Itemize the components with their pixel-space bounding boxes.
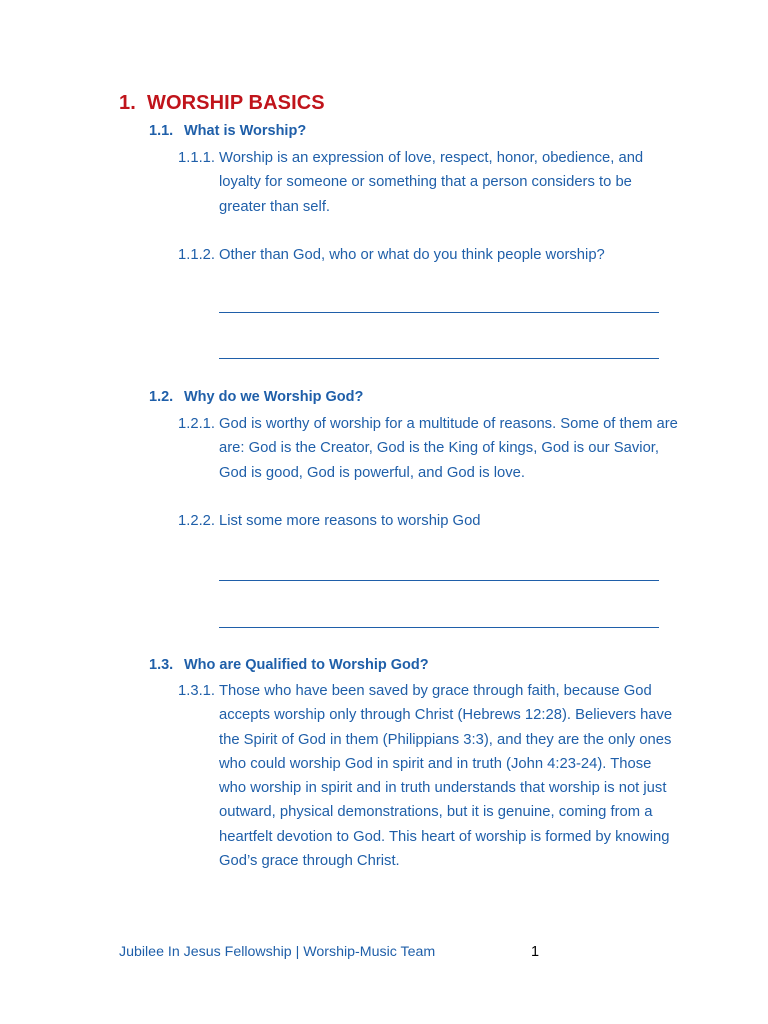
answer-line[interactable]	[219, 312, 659, 313]
subsection-number: 1.3.	[149, 657, 174, 673]
item-text: Those who have been saved by grace through faith, because God accepts worship only through Christ (Hebrews 12:28). Believers have the Spirit of God in them (Philippians 3:3), and they are the only ones who could worship God in spirit and in truth (John 4:23-24). Those who worship in spirit and in truth understands that worship is not just outward, physical demonstrations, but it is genuine, coming from a heartfelt devotion to God. This heart of worship is formed by knowing God’s grace through Christ.	[219, 683, 673, 870]
list-item	[178, 243, 678, 267]
item-text: List some more reasons to worship God	[219, 513, 481, 529]
subsection-title: What is Worship?	[184, 123, 307, 139]
answer-line[interactable]	[219, 580, 659, 581]
item-number: 1.2.1.	[178, 416, 216, 432]
list-item	[178, 412, 678, 485]
list-item	[178, 509, 678, 533]
item-number: 1.3.1.	[178, 683, 216, 699]
subsection-heading	[149, 389, 363, 405]
section-heading	[119, 92, 325, 115]
item-number: 1.2.2.	[178, 513, 216, 529]
list-item	[178, 146, 678, 219]
page-number: 1	[531, 944, 540, 960]
subsection-heading	[149, 657, 429, 673]
footer-text: Jubilee In Jesus Fellowship | Worship-Music Team	[119, 944, 436, 960]
answer-line[interactable]	[219, 627, 659, 628]
subsection-heading	[149, 123, 306, 139]
list-item	[178, 679, 678, 873]
subsection-number: 1.1.	[149, 123, 174, 139]
item-text: Worship is an expression of love, respect, honor, obedience, and loyalty for someone or something that a person considers to be greater than self.	[219, 150, 644, 215]
item-text: Other than God, who or what do you think people worship?	[219, 247, 605, 263]
item-text: God is worthy of worship for a multitude of reasons. Some of them are are: God is the Creator, God is the King of kings, God is our Savior, God is good, God is powerful, and God is love.	[219, 416, 678, 481]
answer-line[interactable]	[219, 358, 659, 359]
section-title: WORSHIP BASICS	[147, 92, 325, 114]
subsection-title: Why do we Worship God?	[184, 389, 364, 405]
item-number: 1.1.2.	[178, 247, 216, 263]
subsection-number: 1.2.	[149, 389, 174, 405]
item-number: 1.1.1.	[178, 150, 216, 166]
subsection-title: Who are Qualified to Worship God?	[184, 657, 429, 673]
section-number: 1.	[119, 92, 136, 114]
